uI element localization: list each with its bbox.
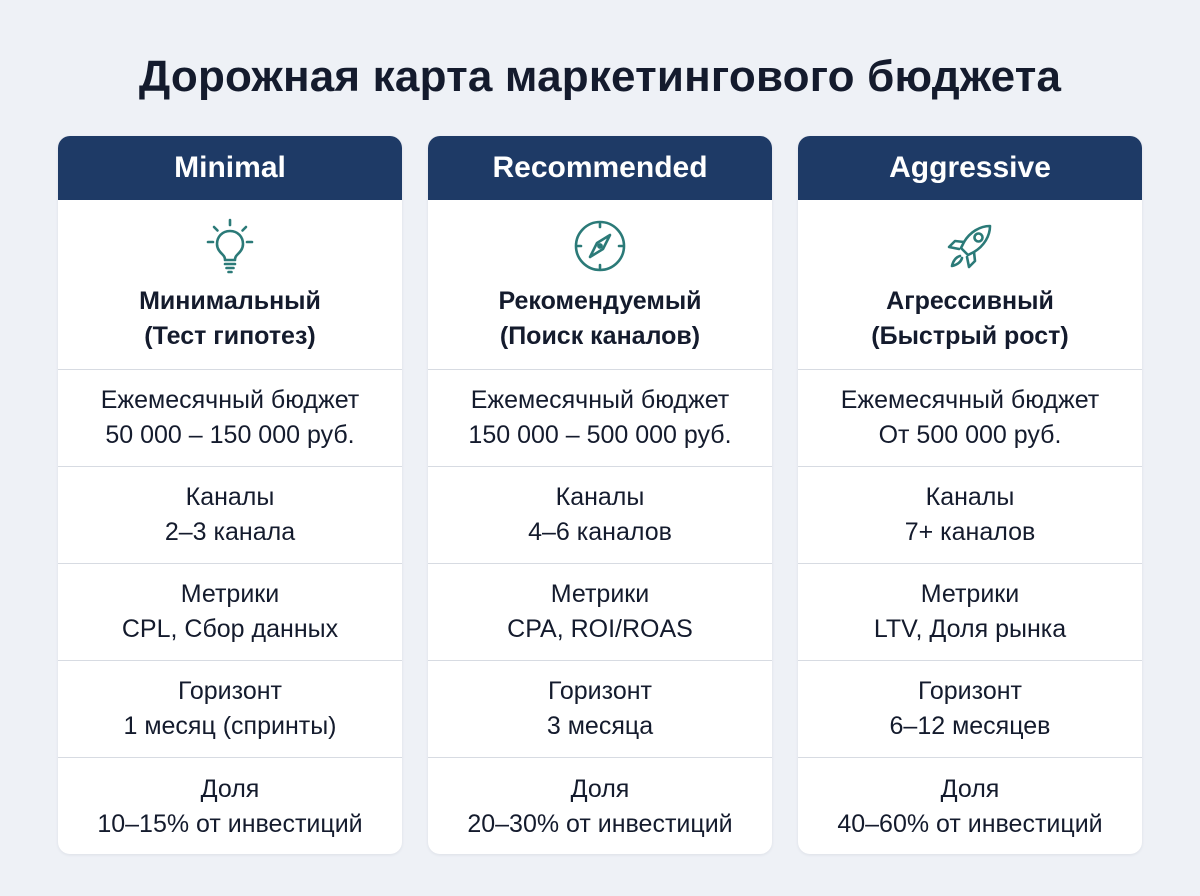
row-share [798, 758, 1142, 854]
tier-title [871, 284, 1068, 354]
row-value: 7+ каналов [904, 518, 1036, 546]
row-share [58, 758, 402, 854]
row-value: От 500 000 руб. [878, 421, 1062, 449]
tier-card-aggressive [798, 136, 1142, 854]
row-label: Ежемесячный бюджет [840, 386, 1100, 414]
tier-title-line1: Агрессивный [886, 287, 1054, 315]
row-label: Метрики [180, 580, 280, 608]
tier-summary [428, 200, 772, 370]
tier-card-recommended [428, 136, 772, 854]
row-label: Доля [200, 774, 260, 803]
row-value: 20–30% от инвестиций [467, 809, 733, 838]
row-value: 3 месяца [546, 712, 654, 740]
page-title: Дорожная карта маркетингового бюджета [138, 52, 1062, 101]
tier-header: Recommended [428, 136, 772, 200]
row-value: 40–60% от инвестиций [837, 809, 1103, 838]
tier-header: Aggressive [798, 136, 1142, 200]
row-metrics [428, 564, 772, 661]
row-value: CPA, ROI/ROAS [507, 615, 693, 643]
row-horizon [428, 661, 772, 758]
row-share [428, 758, 772, 854]
row-value: CPL, Сбор данных [121, 615, 339, 643]
tier-title [139, 284, 321, 354]
row-value: 2–3 канала [164, 518, 296, 546]
row-label: Метрики [550, 580, 650, 608]
row-value: 1 месяц (спринты) [123, 712, 337, 740]
lightbulb-icon [200, 216, 260, 276]
row-horizon [798, 661, 1142, 758]
tier-card-minimal [58, 136, 402, 854]
row-label: Доля [570, 774, 630, 803]
row-channels [428, 467, 772, 564]
row-horizon [58, 661, 402, 758]
row-label: Ежемесячный бюджет [470, 386, 730, 414]
tier-summary [798, 200, 1142, 370]
row-metrics [58, 564, 402, 661]
tier-columns [58, 136, 1142, 854]
row-channels [58, 467, 402, 564]
tier-title-line1: Рекомендуемый [498, 287, 702, 315]
row-label: Горизонт [918, 677, 1022, 705]
row-value: 150 000 – 500 000 руб. [468, 421, 732, 449]
row-metrics [798, 564, 1142, 661]
row-label: Доля [940, 774, 1000, 803]
tier-header: Minimal [58, 136, 402, 200]
row-label: Каналы [925, 483, 1015, 511]
row-value: 4–6 каналов [528, 518, 672, 546]
rocket-icon [940, 216, 1000, 276]
row-value: 6–12 месяцев [889, 712, 1051, 740]
row-label: Метрики [920, 580, 1020, 608]
tier-title-line1: Минимальный [139, 287, 321, 315]
row-monthly-budget [798, 370, 1142, 467]
tier-title [498, 284, 701, 354]
row-monthly-budget [428, 370, 772, 467]
row-value: 50 000 – 150 000 руб. [105, 421, 355, 449]
row-label: Горизонт [548, 677, 652, 705]
tier-summary [58, 200, 402, 370]
compass-icon [570, 216, 630, 276]
row-channels [798, 467, 1142, 564]
row-monthly-budget [58, 370, 402, 467]
row-value: LTV, Доля рынка [873, 615, 1067, 643]
tier-title-line2: (Поиск каналов) [499, 322, 701, 350]
tier-title-line2: (Тест гипотез) [144, 322, 316, 350]
tier-title-line2: (Быстрый рост) [871, 322, 1069, 350]
row-label: Ежемесячный бюджет [100, 386, 360, 414]
row-label: Каналы [185, 483, 275, 511]
row-label: Каналы [555, 483, 645, 511]
row-label: Горизонт [178, 677, 282, 705]
row-value: 10–15% от инвестиций [97, 809, 363, 838]
